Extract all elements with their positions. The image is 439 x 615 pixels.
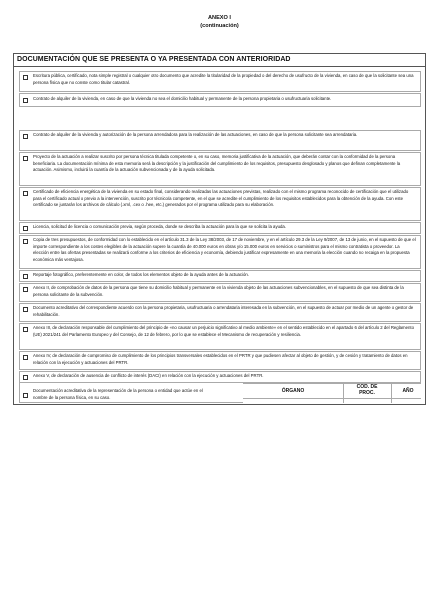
checkbox-rental-contract-tenant[interactable]: [23, 134, 28, 139]
column-header-organ: ÓRGANO: [281, 388, 305, 394]
checkbox-agent-agreement[interactable]: [23, 307, 28, 312]
doc-item-text: Reportaje fotográfico, preferentemente en color, de todos los elementos objeto de la ayuda antes de la actuación.: [33, 272, 249, 277]
section-title-rule: [13, 66, 426, 67]
doc-item-project: [19, 152, 421, 186]
doc-item-agent-agreement: [19, 303, 421, 322]
doc-item-annex-ii: [19, 283, 421, 302]
doc-item-text: Licencia, solicitud de licencia o comunicación previa, según proceda, donde se describa la actuación para la que se solicita la ayuda.: [33, 224, 286, 229]
doc-item-rental-contract-owner: [19, 93, 421, 107]
doc-item-text: Contrato de alquiler de la vivienda y autorización de la persona arrendadora para la realización de las actuaciones, en caso de que la persona solicitante sea arrendataria.: [33, 132, 358, 137]
doc-item-photo-report: [19, 270, 421, 282]
checkbox-photo-report[interactable]: [23, 274, 28, 279]
checkbox-energy-certificate[interactable]: [23, 191, 28, 196]
doc-item-text: Documento acreditativo del correspondiente acuerdo con la persona propietaria, usufructuaria o arrendataria interesada en la subvención, en el supuesto de actuar por medio de un agente o gestor de rehabilitación.: [33, 305, 414, 317]
annex-subtitle: (continuación): [200, 22, 239, 29]
doc-item-text: Escritura pública, certificado, nota simple registral o cualquier otro documento que acredite la titularidad de la propiedad o del derecho de usufructo de la vivienda, en caso de que la solicitante sea una persona física que no conste como titular catastral.: [33, 73, 414, 85]
doc-item-public-deed: [19, 71, 421, 92]
checkbox-rental-contract-owner[interactable]: [23, 98, 28, 103]
checkbox-project[interactable]: [23, 156, 28, 161]
checkbox-annex-v[interactable]: [23, 375, 28, 380]
doc-item-energy-certificate: [19, 187, 421, 221]
doc-item-license: [19, 222, 421, 234]
year-field[interactable]: [392, 399, 420, 403]
annex-header: [0, 15, 439, 30]
checkbox-annex-iii[interactable]: [23, 327, 28, 332]
doc-item-budgets: [19, 235, 421, 269]
column-header-year: AÑO: [402, 388, 414, 394]
doc-item-text: Anexo III, de declaración responsable del cumplimiento del principio de «no causar un perjuicio significativo al medio ambiente» en el sentido establecido en el apartado 6 del artículo 2 del Reglamento (UE) 2021/241 del Parlamento Europeo y del Consejo, de 12 de febrero, por lo que se establece el Mecanismo de recuperación y resiliencia.: [33, 325, 414, 337]
doc-item-text: Certificado de eficiencia energética de la vivienda en su estado final, considerando realizadas las actuaciones previstas, realizado con el mismo programa reconocido de certificación que el utilizado para el certificado actual o previo a la intervención, suscrito por técnico/a competente, en el que se acredite el cumplimiento de los requisitos establecidos para la obtención de la ayuda. Con este certificado se juntarán los archivos de cálculo (.xml, .cex o .hee, etc.) generados por el programa utilizado para su elaboración.: [33, 189, 409, 208]
doc-item-annex-iv: [19, 351, 421, 370]
previous-doc-row: [19, 383, 243, 403]
column-header-code: CÓD. DE PROC.: [356, 384, 378, 396]
checkbox-representation[interactable]: [23, 393, 28, 398]
checkbox-annex-ii[interactable]: [23, 287, 28, 292]
checkbox-public-deed[interactable]: [23, 75, 28, 80]
doc-item-text: Anexo II, de comprobación de datos de la persona que tiene su domicilio habitual y permanente en la vivienda objeto de las actuaciones subvencionables, en el supuesto de que sea distinta de la persona solicitante de la subvención.: [33, 285, 404, 297]
proc-code-field[interactable]: [344, 399, 390, 403]
doc-item-text: Contrato de alquiler de la vivienda, en caso de que la vivienda no sea el domicilio habitual y permanente de la persona propietaria o usufructuaria solicitante.: [33, 95, 332, 101]
annex-title: ANEXO I: [207, 15, 231, 21]
doc-item-rental-contract-tenant: [19, 130, 421, 151]
doc-item-annex-v: [19, 371, 421, 383]
doc-item-text: Anexo V, de declaración de ausencia de conflicto de interés (DACI) en relación con la ejecución y actuaciones del PRTR.: [33, 373, 264, 378]
checkbox-annex-iv[interactable]: [23, 355, 28, 360]
checkbox-budgets[interactable]: [23, 239, 28, 244]
doc-item-text: Proyecto de la actuación a realizar suscrito por persona técnica titulada competente o, en su caso, memoria justificativa de la actuación, que deberán contar con la conformidad de la persona beneficiaria. La documentación mínima de esta memoria será la descripción y la justificación del cumplimiento de los requisitos, presupuesto desglosado y planos que definan completamente la actuación. Asimismo, incluirá la cuantía de la actuación subvencionada y de la ayuda solicitada.: [33, 154, 401, 173]
checkbox-license[interactable]: [23, 226, 28, 231]
organ-field[interactable]: [244, 399, 342, 403]
doc-item-annex-iii: [19, 323, 421, 350]
doc-item-text: Copia de tres presupuestos, de conformidad con lo establecido en el artículo 31.3 de la Ley 38/2003, de 17 de noviembre, y en el artículo 29.3 de la Ley 9/2007, de 13 de junio, en el supuesto de que el importe correspondiente a los costes elegibles de la actuación supere la cuantía de 40.000 euros en obras y/o 15.000 euros en servicios o suministros para el mismo contratista o proveedor. La elección entre las ofertas presentadas se realizará conforme a los criterios de eficiencia y economía, debiendo justificar expresamente en una memoria la elección cuando no recaiga en la propuesta económica más ventajosa.: [33, 237, 416, 262]
section-title: DOCUMENTACIÓN QUE SE PRESENTA O YA PRESENTADA CON ANTERIORIDAD: [17, 56, 291, 63]
previous-doc-text: Documentación acreditativa de la representación de la persona o entidad que actúe en el nombre de la persona física, en su caso.: [33, 388, 203, 400]
doc-item-text: Anexo IV, de declaración de compromiso de cumplimiento de los principios transversales establecidos en el PRTR y que pudiesen afectar al objeto de gestión, y de cesión y tratamiento de datos en relación con la ejecución y actuaciones del PRTR.: [33, 353, 408, 365]
